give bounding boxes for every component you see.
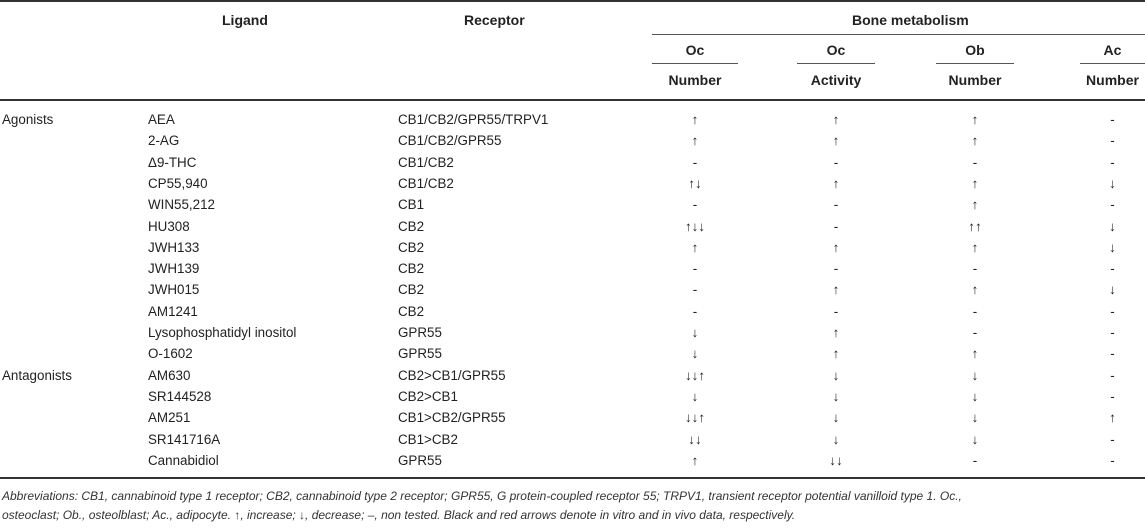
cell-ligand: Cannabidiol xyxy=(148,452,219,468)
bottom-rule xyxy=(0,477,1145,479)
cell-oc-number: ↑ xyxy=(691,133,699,149)
cell-ob-number: - xyxy=(972,303,978,319)
cell-ac-number: - xyxy=(1110,154,1115,170)
header-receptor: Receptor xyxy=(464,12,525,28)
cell-oc-activity: ↑ xyxy=(832,175,840,191)
cell-ac-number: - xyxy=(1110,388,1115,404)
cell-receptor: GPR55 xyxy=(398,452,442,468)
cell-ac-number: - xyxy=(1110,112,1115,127)
cell-receptor: CB1>CB2 xyxy=(398,431,458,447)
cell-oc-activity: ↓ xyxy=(832,431,840,447)
cell-ac-number: ↑ xyxy=(1109,410,1116,426)
cell-receptor: GPR55 xyxy=(398,346,442,362)
cell-ac-number: ↓ xyxy=(1109,239,1116,255)
cell-receptor: CB1/CB2 xyxy=(398,154,454,170)
cell-receptor: GPR55 xyxy=(398,325,442,340)
cell-ligand: WIN55,212 xyxy=(148,197,215,213)
cell-receptor: CB2 xyxy=(398,261,425,277)
cell-ligand: SR144528 xyxy=(148,388,212,404)
table-row xyxy=(0,386,1145,407)
table-row xyxy=(0,343,1145,364)
cell-ligand: AM251 xyxy=(148,410,191,426)
header-bottom-rule xyxy=(0,99,1145,101)
header-col-oc-1: Oc xyxy=(685,42,705,58)
cell-ligand: JWH015 xyxy=(148,282,200,298)
header-col-ac: Ac xyxy=(1103,42,1122,58)
cell-oc-number: - xyxy=(692,197,698,213)
cell-receptor: CB1 xyxy=(398,197,425,213)
cell-receptor: CB2 xyxy=(398,282,425,298)
cell-oc-number: ↑↓ xyxy=(688,175,702,191)
header-col-number-1: Number xyxy=(668,72,722,88)
cell-ac-number: - xyxy=(1110,325,1115,340)
cell-ob-number: - xyxy=(972,325,978,340)
cell-oc-activity: - xyxy=(833,197,839,213)
cell-oc-activity: ↑ xyxy=(832,239,840,255)
group-rule xyxy=(652,34,1145,35)
cell-ob-number: ↑ xyxy=(971,282,979,298)
cell-oc-number: - xyxy=(692,282,698,298)
cell-oc-number: - xyxy=(692,154,698,170)
cell-receptor: CB1>CB2/GPR55 xyxy=(398,410,506,426)
top-rule xyxy=(0,0,1145,2)
cell-oc-activity: - xyxy=(833,218,839,234)
cell-ob-number: ↑ xyxy=(971,197,979,213)
footnote-line-2: osteoclast; Ob., osteolblast; Ac., adipocyte. ↑, increase; ↓, decrease; –, non tested. Black and red arrows denote in vitro and in vivo data, respectively. xyxy=(2,508,796,522)
cell-receptor: CB1/CB2 xyxy=(398,175,454,191)
cell-ob-number: - xyxy=(972,154,978,170)
cell-oc-activity: ↓ xyxy=(832,388,840,404)
cell-ob-number: ↑ xyxy=(971,133,979,149)
cell-ligand: JWH139 xyxy=(148,261,200,277)
cell-oc-number: ↓ xyxy=(691,388,699,404)
header-col-number-2: Number xyxy=(948,72,1002,88)
table-row xyxy=(0,322,1145,343)
cell-ac-number: - xyxy=(1110,346,1115,362)
cell-ac-number: - xyxy=(1110,452,1115,468)
col-rule-4 xyxy=(1080,63,1145,64)
table-row xyxy=(0,365,1145,386)
table-row xyxy=(0,152,1145,173)
cell-oc-activity: - xyxy=(833,154,839,170)
cell-oc-activity: ↑ xyxy=(832,282,840,298)
cell-oc-activity: ↓ xyxy=(832,367,840,383)
cell-ac-number: - xyxy=(1110,431,1115,447)
cell-ob-number: ↑ xyxy=(971,112,979,127)
cell-ligand: SR141716A xyxy=(148,431,221,447)
cell-oc-number: ↓↓ xyxy=(688,431,702,447)
cell-receptor: CB1/CB2/GPR55 xyxy=(398,133,502,149)
cell-oc-number: ↑↓↓ xyxy=(684,218,706,234)
cell-oc-activity: ↑ xyxy=(832,112,840,127)
cell-oc-number: ↑ xyxy=(691,112,699,127)
cell-oc-activity: ↓ xyxy=(832,410,840,426)
cell-oc-activity: ↑ xyxy=(832,325,840,340)
cell-ob-number: ↑ xyxy=(971,239,979,255)
cell-ob-number: ↓ xyxy=(971,388,979,404)
cell-ligand: HU308 xyxy=(148,218,190,234)
cell-oc-number: ↓↓↑ xyxy=(684,367,706,383)
cell-oc-number: - xyxy=(692,261,698,277)
table-row xyxy=(0,194,1145,215)
cell-oc-number: - xyxy=(692,303,698,319)
cell-oc-activity: ↓↓ xyxy=(829,452,843,468)
cell-ob-number: ↑↑ xyxy=(968,218,982,234)
cell-ligand: O-1602 xyxy=(148,346,193,362)
col-rule-3 xyxy=(936,63,1014,64)
cell-ligand: AM1241 xyxy=(148,303,198,319)
header-col-number-3: Number xyxy=(1086,72,1139,88)
cell-receptor: CB2 xyxy=(398,218,425,234)
cell-ligand: 2-AG xyxy=(148,133,180,149)
cell-oc-number: ↓ xyxy=(691,325,699,340)
cell-ob-number: ↑ xyxy=(971,346,979,362)
footnote-line-1: Abbreviations: CB1, cannabinoid type 1 receptor; CB2, cannabinoid type 2 receptor; GPR55, G protein-coupled receptor 55; TRPV1, transient receptor potential vanilloid type 1. Oc., xyxy=(2,489,962,503)
table-row xyxy=(0,407,1145,428)
cell-receptor: CB2>CB1 xyxy=(398,388,458,404)
table-row xyxy=(0,301,1145,322)
header-ligand: Ligand xyxy=(222,12,268,28)
table-row xyxy=(0,216,1145,237)
table-row xyxy=(0,450,1145,471)
cell-oc-number: ↓ xyxy=(691,346,699,362)
cell-oc-number: ↑ xyxy=(691,452,699,468)
cell-ob-number: - xyxy=(972,452,978,468)
cell-ligand: Lysophosphatidyl inositol xyxy=(148,325,297,340)
table-row xyxy=(0,130,1145,151)
cell-ac-number: - xyxy=(1110,197,1115,213)
cell-receptor: CB2>CB1/GPR55 xyxy=(398,367,506,383)
header-col-oc-2: Oc xyxy=(826,42,846,58)
footnote xyxy=(2,487,1142,525)
cell-class: Antagonists xyxy=(2,367,72,383)
cell-ac-number: - xyxy=(1110,367,1115,383)
cell-ob-number: ↓ xyxy=(971,410,979,426)
cell-ob-number: - xyxy=(972,261,978,277)
table-row xyxy=(0,429,1145,450)
cell-oc-activity: ↑ xyxy=(832,346,840,362)
cell-ligand: CP55,940 xyxy=(148,175,208,191)
cell-ac-number: ↓ xyxy=(1109,282,1116,298)
cell-ac-number: - xyxy=(1110,261,1115,277)
cell-class: Agonists xyxy=(2,112,54,127)
table-row xyxy=(0,109,1145,130)
cell-receptor: CB1/CB2/GPR55/TRPV1 xyxy=(398,112,549,127)
header-col-activity: Activity xyxy=(810,72,862,88)
table-row xyxy=(0,173,1145,194)
cell-ac-number: ↓ xyxy=(1109,175,1116,191)
col-rule-1 xyxy=(652,63,738,64)
cell-ob-number: ↑ xyxy=(971,175,979,191)
cell-ligand: AEA xyxy=(148,112,175,127)
cell-ob-number: ↓ xyxy=(971,431,979,447)
header-col-ob: Ob xyxy=(965,42,985,58)
cell-receptor: CB2 xyxy=(398,303,425,319)
header-bone-metabolism: Bone metabolism xyxy=(852,12,969,28)
cell-oc-activity: - xyxy=(833,261,839,277)
table-row xyxy=(0,237,1145,258)
cell-receptor: CB2 xyxy=(398,239,425,255)
cell-ac-number: ↓ xyxy=(1109,218,1116,234)
cell-oc-number: ↓↓↑ xyxy=(684,410,706,426)
table-row xyxy=(0,279,1145,300)
cell-ob-number: ↓ xyxy=(971,367,979,383)
table-row xyxy=(0,258,1145,279)
cell-oc-activity: - xyxy=(833,303,839,319)
cell-ligand: Δ9-THC xyxy=(148,154,197,170)
cell-ac-number: - xyxy=(1110,303,1115,319)
cell-oc-activity: ↑ xyxy=(832,133,840,149)
cell-ac-number: - xyxy=(1110,133,1115,149)
col-rule-2 xyxy=(797,63,875,64)
cell-ligand: JWH133 xyxy=(148,239,200,255)
cell-ligand: AM630 xyxy=(148,367,191,383)
cell-oc-number: ↑ xyxy=(691,239,699,255)
